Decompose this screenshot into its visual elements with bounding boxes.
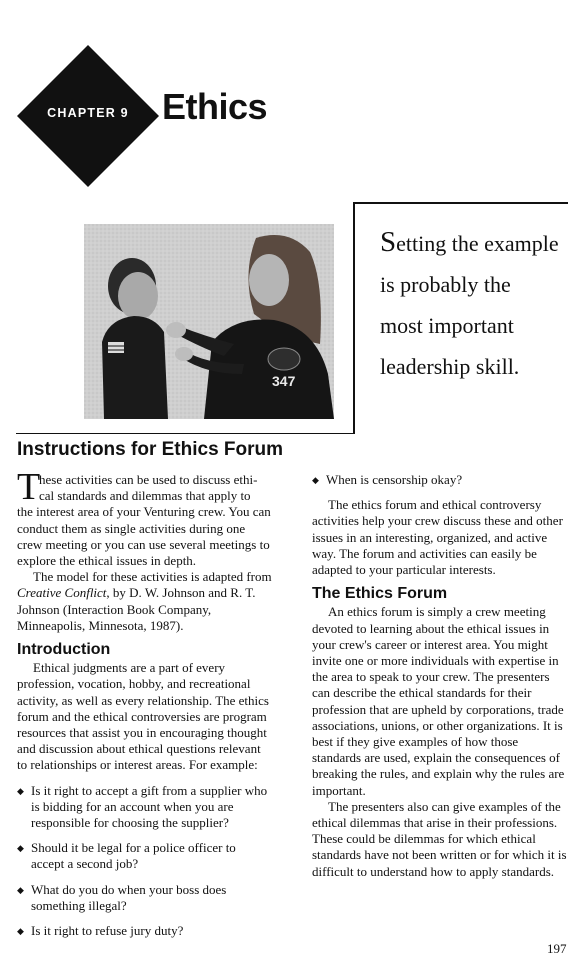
quote-line-2: is probably the: [380, 272, 511, 297]
introduction-heading: Introduction: [17, 641, 111, 659]
list-item: ◆ What do you do when your boss does something illegal?: [17, 881, 227, 913]
intro-line-2: cal standards and dilemmas that apply to: [39, 488, 251, 504]
chapter-title: Ethics: [162, 86, 268, 127]
chapter-label: CHAPTER 9: [47, 106, 129, 120]
intro-line-1: hese activities can be used to discuss ethi-: [39, 472, 258, 487]
list-item: ◆ Should it be legal for a police officer to accept a second job?: [17, 840, 236, 872]
photo-scouts-pinning-badge: [84, 224, 334, 419]
book-title: Creative Conflict: [17, 585, 107, 601]
left-column: [17, 466, 272, 939]
page-number: 197: [547, 941, 567, 956]
introduction-paragraph: Ethical judgments are a part of every profession, vocation, hobby, and recreational activity, as well as every relationship. The ethics forum and the ethical controversies are program resources that assist you in encouraging thought and discussion about ethical questions relevant to relationships or interest areas. For example:: [17, 660, 269, 773]
quote-line-4: leadership skill.: [380, 354, 520, 379]
quote-line-1: Setting the example: [380, 226, 559, 258]
patch-number: 347: [272, 373, 296, 389]
intro-paragraph-rest: the interest area of your Venturing crew. You can conduct them as single activities during one crew meeting or you can use several meetings to explore the ethical issues in depth.: [17, 504, 271, 569]
diamond-bullet-icon: ◆: [17, 926, 24, 937]
section-heading: Instructions for Ethics Forum: [17, 439, 284, 460]
quote-line-3: most important: [380, 313, 514, 338]
diamond-bullet-icon: ◆: [17, 843, 24, 854]
intro-dropcap-block: [17, 466, 272, 508]
frame-top-rule: [353, 202, 568, 204]
ethics-forum-paragraph-1: An ethics forum is simply a crew meeting devoted to learning about the ethical issues in your crew's career or interest area. You might invite one or more individuals with expertise in the area to speak to your crew. The presenters can describe the ethical standards for their profession that are upheld by corporations, trade associations, unions, or other organizations. It is best if they give examples of how those standards are used, explain the consequences of breaking the rules, and explain why the rules are important.: [312, 604, 565, 798]
ethics-forum-heading: The Ethics Forum: [312, 585, 448, 603]
diamond-bullet-icon: ◆: [17, 785, 24, 796]
list-item: ◆ Is it right to accept a gift from a supplier who is bidding for an account when you are responsible for choosing the supplier?: [17, 782, 268, 831]
pull-quote: [380, 222, 580, 387]
list-item: ◆ Is it right to refuse jury duty?: [17, 923, 184, 939]
diamond-bullet-icon: ◆: [17, 884, 24, 895]
frame-left-rule: [353, 202, 355, 434]
drop-cap: T: [17, 466, 41, 508]
model-paragraph: The model for these activities is adapted from Creative Conflict, by D. W. Johnson and R. T. Johnson (Interaction Book Company, Minneapolis, Minnesota, 1987).: [17, 569, 272, 633]
list-item: ◆ When is censorship okay?: [312, 472, 463, 487]
right-column: [312, 472, 568, 880]
forum-intro-paragraph: The ethics forum and ethical controversy activities help your crew discuss these and other issues in an interesting, organized, and active way. The forum and activities can easily be adapted to your particular interests.: [312, 497, 563, 578]
ethics-forum-paragraph-2: The presenters also can give examples of the ethical dilemmas that arise in their professions. These could be dilemmas for which ethical standards have not been written or for which it is difficult to understand how to apply standards.: [312, 798, 567, 879]
diamond-bullet-icon: ◆: [312, 475, 319, 485]
frame-bottom-rule: [16, 433, 355, 434]
